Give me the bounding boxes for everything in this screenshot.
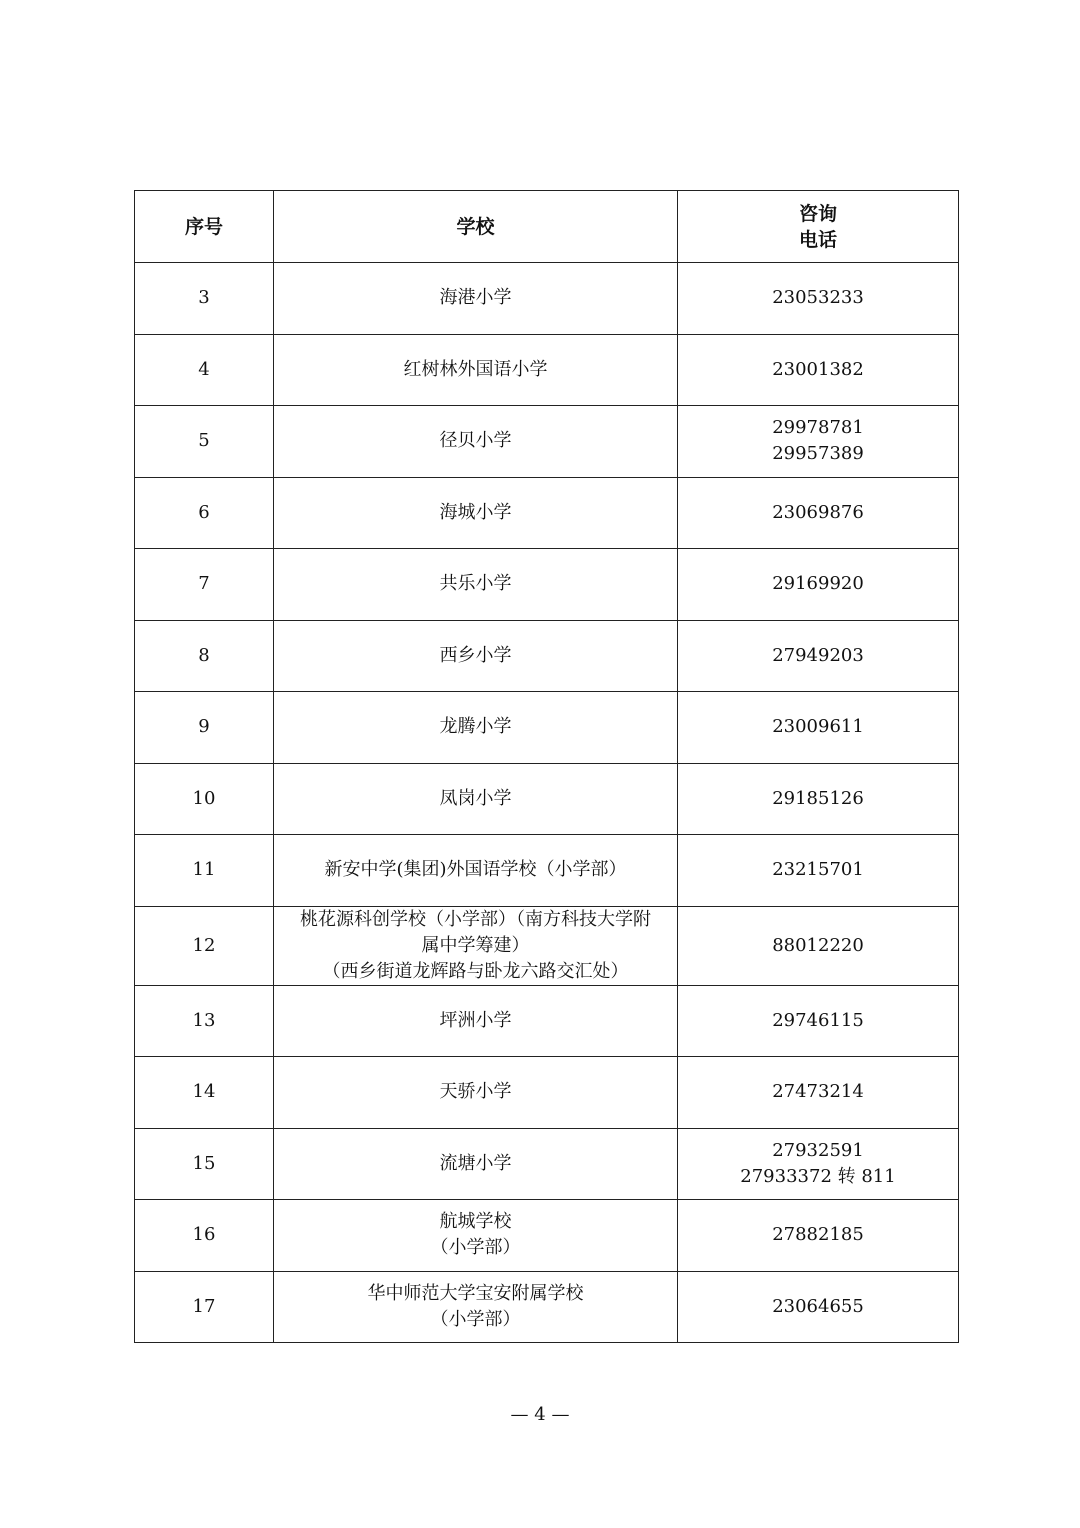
- row-phone: [678, 1200, 959, 1272]
- table-row: [135, 985, 959, 1057]
- row-school: [274, 406, 678, 478]
- row-school: [274, 1128, 678, 1200]
- school-line: （西乡街道龙辉路与卧龙六路交汇处）: [322, 960, 629, 982]
- header-no: 序号: [135, 191, 274, 263]
- school-line: 华中师范大学宝安附属学校: [367, 1282, 584, 1304]
- school-line: 航城学校: [439, 1211, 512, 1233]
- school-line: 属中学筹建）: [421, 934, 530, 956]
- phone-line: 29185126: [772, 787, 864, 809]
- row-phone: [678, 692, 959, 764]
- header-phone-line1: 咨询: [798, 202, 837, 225]
- school-line: 西乡小学: [439, 644, 512, 666]
- table-row: [135, 406, 959, 478]
- row-school: [274, 549, 678, 621]
- row-no: 12: [135, 906, 274, 985]
- school-contact-table: [134, 190, 959, 1343]
- row-phone: [678, 763, 959, 835]
- row-school: [274, 763, 678, 835]
- table-row: [135, 692, 959, 764]
- table-row: [135, 1057, 959, 1129]
- school-line: 共乐小学: [439, 573, 512, 595]
- row-no: 7: [135, 549, 274, 621]
- row-no: 15: [135, 1128, 274, 1200]
- row-no: 11: [135, 835, 274, 907]
- school-line: 海城小学: [439, 501, 512, 523]
- row-school: [274, 1200, 678, 1272]
- row-no: 16: [135, 1200, 274, 1272]
- phone-line: 27473214: [772, 1081, 864, 1103]
- row-phone: [678, 477, 959, 549]
- row-school: [274, 692, 678, 764]
- row-no: 5: [135, 406, 274, 478]
- phone-line: 23069876: [772, 501, 864, 523]
- table-row: [135, 263, 959, 335]
- table-row: [135, 549, 959, 621]
- school-line: 坪洲小学: [439, 1009, 512, 1031]
- table-row: [135, 906, 959, 985]
- table-row: [135, 477, 959, 549]
- row-phone: [678, 906, 959, 985]
- row-school: [274, 263, 678, 335]
- phone-line: 23053233: [772, 287, 864, 309]
- school-line: （小学部）: [430, 1308, 521, 1330]
- school-line: 流塘小学: [439, 1152, 512, 1174]
- school-line: 天骄小学: [439, 1081, 512, 1103]
- row-no: 3: [135, 263, 274, 335]
- phone-line: 29957389: [772, 443, 864, 465]
- row-phone: [678, 263, 959, 335]
- row-phone: [678, 1128, 959, 1200]
- school-line: 海港小学: [439, 287, 512, 309]
- row-phone: [678, 985, 959, 1057]
- row-no: 6: [135, 477, 274, 549]
- school-line: 龙腾小学: [439, 716, 512, 738]
- row-school: [274, 334, 678, 406]
- phone-line: 27882185: [772, 1224, 864, 1246]
- phone-line: 23064655: [772, 1295, 864, 1317]
- row-school: [274, 1057, 678, 1129]
- row-no: 10: [135, 763, 274, 835]
- row-school: [274, 477, 678, 549]
- row-school: [274, 620, 678, 692]
- row-no: 9: [135, 692, 274, 764]
- header-phone-line2: 电话: [798, 228, 837, 251]
- row-no: 8: [135, 620, 274, 692]
- page-number: — 4 —: [510, 1404, 570, 1425]
- school-line: 径贝小学: [439, 430, 512, 452]
- row-phone: [678, 549, 959, 621]
- phone-line: 27932591: [772, 1139, 864, 1161]
- row-phone: [678, 334, 959, 406]
- row-phone: [678, 1271, 959, 1343]
- table-row: [135, 1200, 959, 1272]
- phone-line: 27933372 转 811: [740, 1165, 896, 1187]
- table-header-row: [135, 191, 959, 263]
- phone-line: 29169920: [772, 573, 864, 595]
- row-school: [274, 906, 678, 985]
- school-line: 新安中学(集团)外国语学校（小学部）: [324, 859, 627, 881]
- table-row: [135, 763, 959, 835]
- school-line: 桃花源科创学校（小学部）（南方科技大学附: [300, 908, 651, 930]
- header-phone: [678, 191, 959, 263]
- table-row: [135, 1128, 959, 1200]
- row-phone: [678, 1057, 959, 1129]
- phone-line: 23001382: [772, 358, 864, 380]
- phone-line: 27949203: [772, 644, 864, 666]
- row-phone: [678, 406, 959, 478]
- row-school: [274, 985, 678, 1057]
- row-phone: [678, 620, 959, 692]
- row-phone: [678, 835, 959, 907]
- row-no: 13: [135, 985, 274, 1057]
- header-school: 学校: [274, 191, 678, 263]
- phone-line: 23215701: [772, 859, 864, 881]
- school-line: （小学部）: [430, 1237, 521, 1259]
- row-no: 4: [135, 334, 274, 406]
- phone-line: 88012220: [772, 934, 864, 956]
- table-row: [135, 620, 959, 692]
- school-line: 红树林外国语小学: [403, 358, 548, 380]
- row-school: [274, 835, 678, 907]
- phone-line: 23009611: [772, 716, 864, 738]
- row-no: 17: [135, 1271, 274, 1343]
- table-row: [135, 334, 959, 406]
- table-row: [135, 835, 959, 907]
- table-row: [135, 1271, 959, 1343]
- phone-line: 29746115: [772, 1009, 864, 1031]
- school-line: 凤岗小学: [439, 787, 512, 809]
- row-school: [274, 1271, 678, 1343]
- phone-line: 29978781: [772, 417, 864, 439]
- row-no: 14: [135, 1057, 274, 1129]
